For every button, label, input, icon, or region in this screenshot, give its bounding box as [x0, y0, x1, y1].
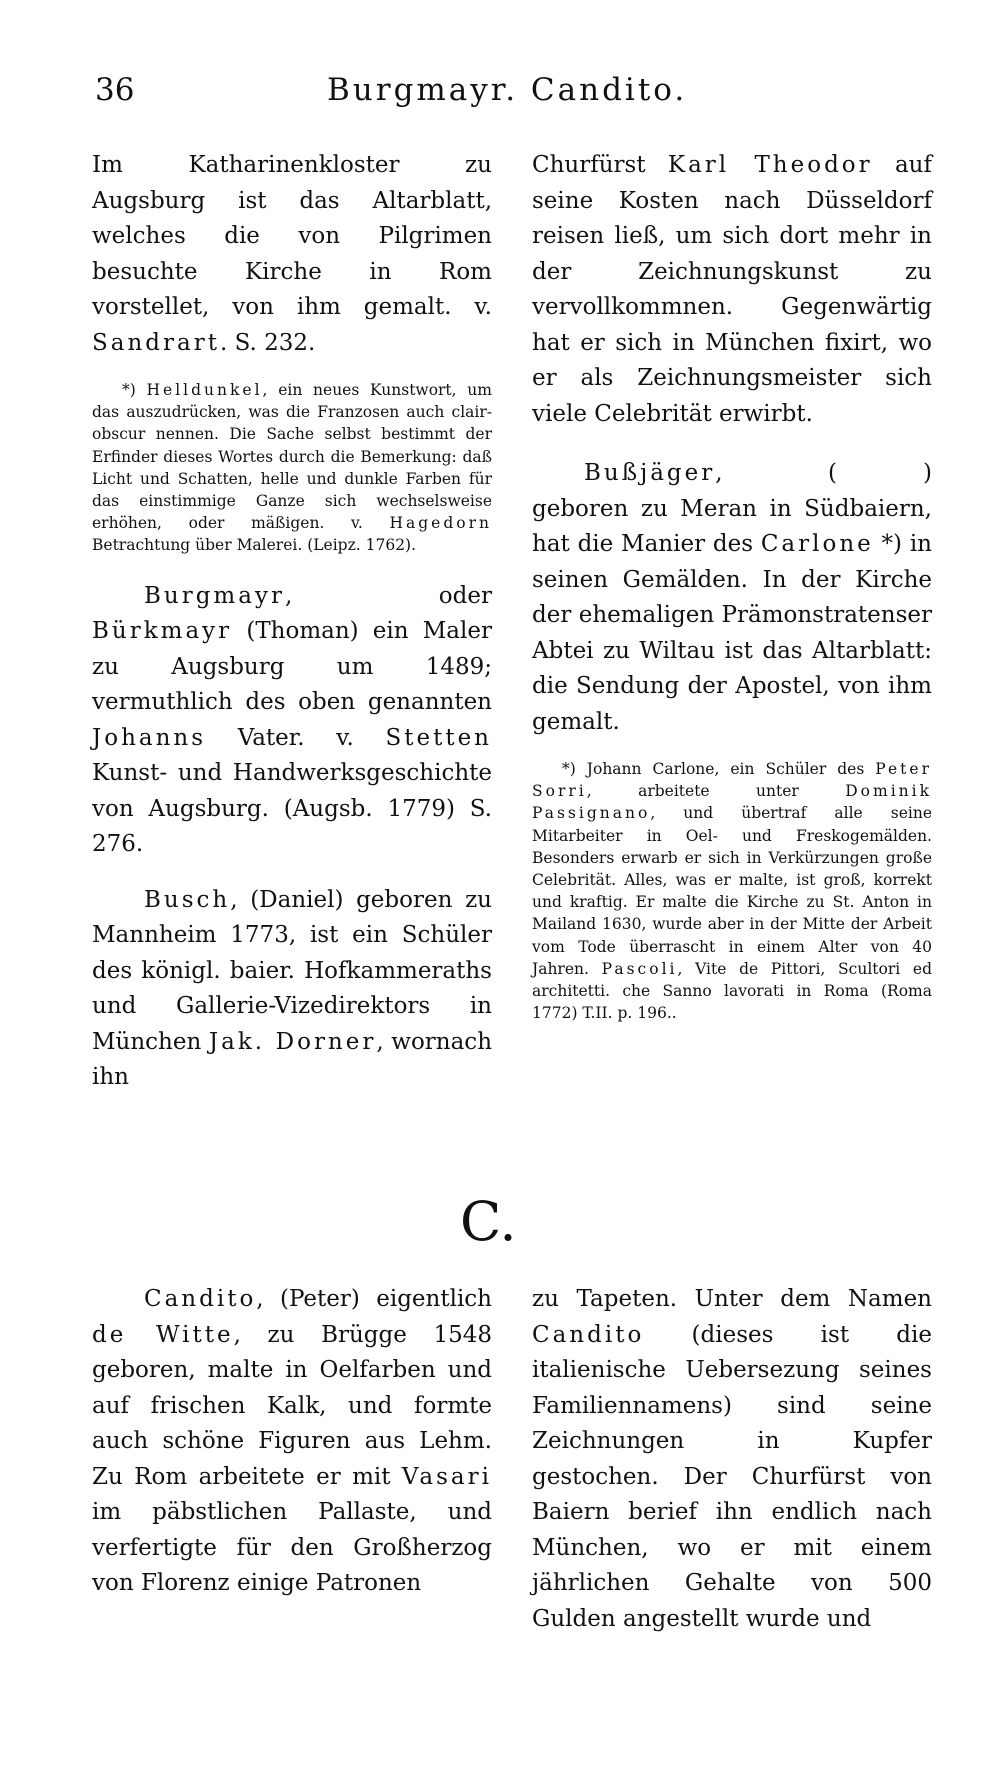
text-run: ) geboren zu Meran in Südbaiern, hat die Manier des	[532, 460, 932, 557]
text-run: Kunst- und Handwerksgeschichte von Augsburg. (Augsb. 1779) S. 276.	[92, 760, 492, 858]
column-top-left	[92, 148, 492, 1096]
text-run: , Vite de Pittori, Scultori ed architetti. che Sanno lavorati in Roma (Roma 1772) T.II. p. 196..	[532, 959, 932, 1023]
text-run: Betrachtung über Malerei. (Leipz. 1762).	[92, 536, 417, 555]
spaced-name: Bürkmayr	[92, 618, 233, 645]
entry-continuation	[532, 1282, 932, 1637]
column-top-right	[532, 148, 932, 1024]
section-letter: C.	[460, 1190, 517, 1253]
text-run: , ein neues Kunstwort, um das auszudrücken, was die Franzosen auch clair-obscur nennen. Die Sache selbst bestimmt der Erfinder dieses Wortes durch die Bemerkung: daß Licht und Schatten, helle und dunkle Farben für das einstimmige Ganze sich wechselsweise erhöhen, oder mäßigen. v.	[92, 381, 492, 533]
text-run: , wornach ihn	[92, 1028, 493, 1091]
entry-busch	[92, 883, 492, 1096]
text-run: , und übertraf alle seine Mitarbeiter in Oel- und Freskogemälden. Besonders erwarb er sich in Verkürzungen große Celebrität. Alles, was er malte, ist groß, korrekt und kraftig. Er malte die Kirche zu St. Anton in Mailand 1630, wurde aber in der Mitte der Arbeit vom Tode überrascht in einem Alter von 40 Jahren.	[532, 804, 932, 978]
column-bottom-right	[532, 1282, 932, 1637]
text-run: *)	[122, 381, 147, 399]
text-run: zu Tapeten. Unter dem Namen	[532, 1286, 932, 1312]
entry-paragraph	[92, 148, 492, 361]
text-run: , zu Brügge 1548 geboren, malte in Oelfarben und auf frischen Kalk, und formte auch schöne Figuren aus Lehm. Zu Rom arbeitete er mit	[92, 1321, 492, 1490]
text-run: Churfürst	[532, 152, 668, 178]
text-run: Vater. v.	[206, 724, 386, 751]
text-run: *) in seinen Gemälden. In der Kirche der ehemaligen Prämonstratenser Abtei zu Wiltau ist das Altarblatt: die Sendung der Apostel, von ihm gemalt.	[532, 531, 932, 735]
spaced-name: de Witte	[92, 1321, 234, 1348]
spaced-name: Burgmayr	[144, 582, 285, 609]
text-run: im päbstlichen Pallaste, und verfertigte für den Großherzog von Florenz einige Patronen	[92, 1499, 492, 1596]
page-number: 36	[95, 72, 135, 108]
column-bottom-left	[92, 1282, 492, 1602]
spaced-name: Candito	[532, 1321, 645, 1348]
text-run: , oder	[284, 582, 492, 609]
text-run: , (Peter) eigentlich	[256, 1286, 492, 1312]
entry-bussjaeger	[532, 456, 932, 740]
spaced-name: Candito	[144, 1286, 257, 1312]
text-run: auf seine Kosten nach Düsseldorf reisen ließ, um sich dort mehr in der Zeichnungskunst zu vervollkommnen. Gegenwärtig hat er sich in München fixirt, wo er als Zeichnungsmeister sich viele Celebrität erwirbt.	[532, 152, 932, 427]
spaced-name: Jak. Dorner	[208, 1028, 377, 1055]
text-run: (Thoman) ein Maler zu Augsburg um 1489; vermuthlich des oben genannten	[92, 618, 492, 716]
spaced-name: Johanns	[92, 724, 207, 751]
spaced-name: Helldunkel	[146, 381, 263, 399]
footnote	[92, 379, 492, 557]
page-header	[95, 72, 925, 118]
spaced-name: Peter Sorri	[532, 760, 932, 801]
text-run: , (Daniel) geboren zu Mannheim 1773, ist ein Schüler des königl. baier. Hofkammeraths und Gallerie-Vizedirektors in München	[92, 886, 492, 1055]
spaced-name: Karl Theodor	[667, 152, 873, 178]
entry-candito	[92, 1282, 492, 1602]
text-run: . S. 232.	[219, 329, 316, 356]
spaced-name: Sandrart	[92, 329, 220, 356]
spaced-name: Bußjäger	[584, 460, 716, 486]
spaced-name: Hagedorn	[389, 514, 492, 533]
entry-burgmayr	[92, 579, 492, 863]
text-run: *) Johann Carlone, ein Schüler des	[562, 760, 876, 778]
spaced-name: Carlone	[760, 531, 874, 557]
entry-continuation	[532, 148, 932, 432]
text-run: , (	[715, 460, 838, 486]
spaced-name: Busch	[144, 886, 231, 913]
text-run: (dieses ist die italienische Uebersezung seines Familiennamens) sind seine Zeichnungen in Kupfer gestochen. Der Churfürst von Baiern berief ihn endlich nach München, wo er mit einem jährlichen Gehalte von 500 Gulden angestellt wurde und	[532, 1321, 932, 1632]
footnote	[532, 758, 932, 1024]
spaced-name: Dominik Passignano	[532, 782, 932, 823]
spaced-name: Vasari	[401, 1463, 492, 1490]
text-run: , arbeitete unter	[586, 782, 846, 801]
spaced-name: Stetten	[385, 724, 492, 751]
text-run: Im Katharinenkloster zu Augsburg ist das Altarblatt, welches die von Pilgrimen besuchte Kirche in Rom vorstellet, von ihm gemalt. v.	[92, 152, 492, 320]
spaced-name: Pascoli	[601, 959, 678, 978]
running-title: Burgmayr. Candito.	[327, 72, 688, 108]
